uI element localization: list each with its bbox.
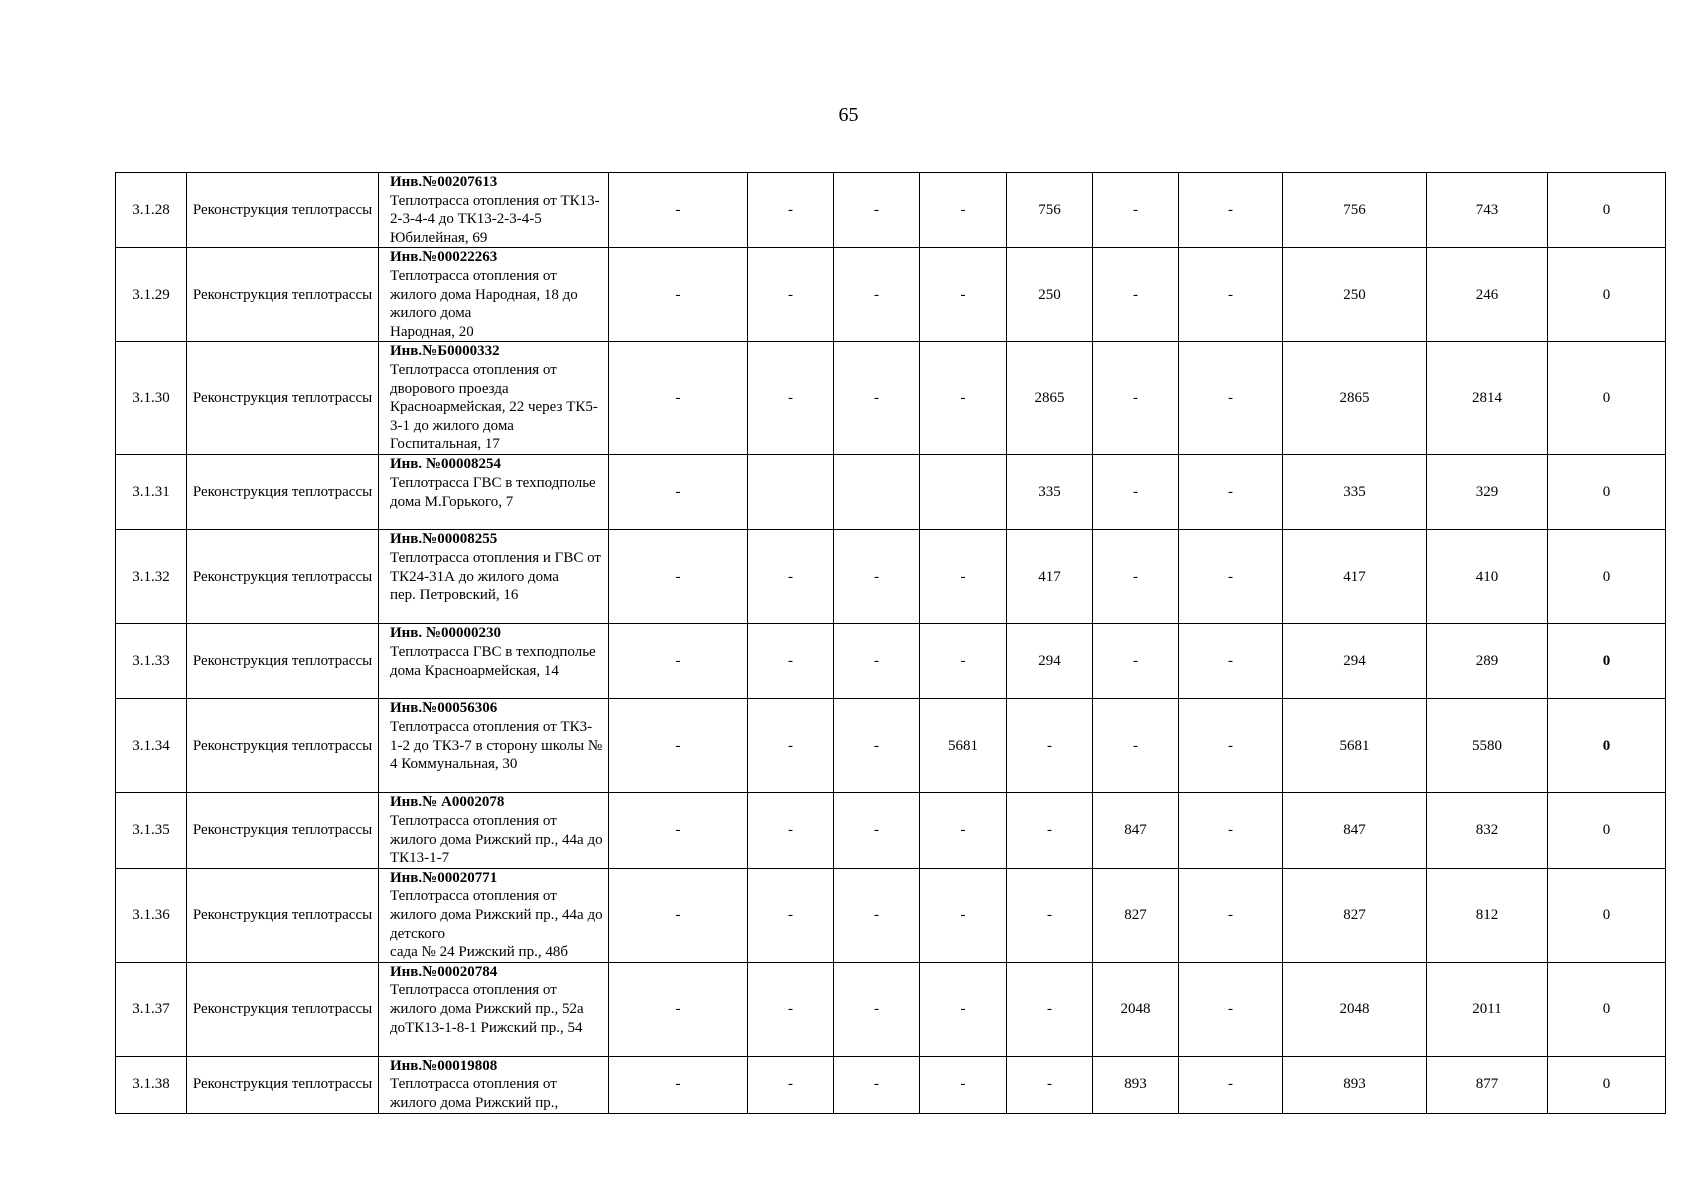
value-cell-5: 417 [1007,530,1093,624]
object-description-cell [379,173,609,248]
value-cell-9: 812 [1427,868,1548,962]
value-cell-3: - [834,699,920,793]
work-type-cell: Реконструкция теплотрассы [187,624,379,699]
inventory-number: Инв.№00022263 [390,249,498,266]
object-description-cell [379,699,609,793]
row-number-cell: 3.1.38 [116,1056,187,1113]
value-cell-10: 0 [1548,1056,1666,1113]
value-cell-6: - [1093,248,1179,342]
value-cell-10: 0 [1548,624,1666,699]
table-row [116,1056,1666,1113]
value-cell-2: - [748,793,834,868]
value-cell-8: 847 [1283,793,1427,868]
value-cell-7: - [1179,624,1283,699]
value-cell-3: - [834,868,920,962]
value-cell-7: - [1179,530,1283,624]
value-cell-2: - [748,868,834,962]
value-cell-9: 832 [1427,793,1548,868]
object-description-cell [379,455,609,530]
table-row [116,455,1666,530]
work-type-cell: Реконструкция теплотрассы [187,530,379,624]
row-number-cell: 3.1.33 [116,624,187,699]
table-row [116,793,1666,868]
value-cell-8: 5681 [1283,699,1427,793]
value-cell-9: 329 [1427,455,1548,530]
object-description: Теплотрасса отопления от ТК3-1-2 до ТК3-7 в сторону школы № 4 Коммунальная, 30 [390,718,603,773]
value-cell-4: - [920,962,1007,1056]
value-cell-1: - [609,342,748,455]
value-cell-1: - [609,1056,748,1113]
value-cell-2: - [748,1056,834,1113]
object-description: Теплотрасса отопления от жилого дома Народная, 18 до жилого дома Народная, 20 [390,267,578,340]
value-cell-4: 5681 [920,699,1007,793]
table-row [116,624,1666,699]
value-cell-10: 0 [1548,793,1666,868]
value-cell-2: - [748,530,834,624]
object-description-cell [379,342,609,455]
row-number-cell: 3.1.37 [116,962,187,1056]
value-cell-7: - [1179,342,1283,455]
object-description: Теплотрасса отопления от жилого дома Рижский пр., [390,1076,559,1111]
value-cell-9: 410 [1427,530,1548,624]
value-cell-4: - [920,173,1007,248]
row-number-cell: 3.1.30 [116,342,187,455]
value-cell-7: - [1179,793,1283,868]
value-cell-6: - [1093,530,1179,624]
value-cell-8: 893 [1283,1056,1427,1113]
work-type-cell: Реконструкция теплотрассы [187,962,379,1056]
value-cell-6: - [1093,455,1179,530]
work-type-cell: Реконструкция теплотрассы [187,793,379,868]
inventory-number: Инв.№00008255 [390,531,498,548]
work-type-cell: Реконструкция теплотрассы [187,342,379,455]
value-cell-3 [834,455,920,530]
value-cell-2: - [748,342,834,455]
value-cell-6: 893 [1093,1056,1179,1113]
value-cell-1: - [609,173,748,248]
work-type-cell: Реконструкция теплотрассы [187,248,379,342]
value-cell-9: 2814 [1427,342,1548,455]
inventory-number: Инв.№00019808 [390,1057,498,1074]
inventory-number: Инв. №00000230 [390,625,501,642]
inventory-number: Инв.№Б0000332 [390,343,500,360]
value-cell-10: 0 [1548,868,1666,962]
value-cell-4: - [920,342,1007,455]
table-row [116,342,1666,455]
value-cell-10: 0 [1548,248,1666,342]
work-type-cell: Реконструкция теплотрассы [187,173,379,248]
value-cell-8: 417 [1283,530,1427,624]
value-cell-2: - [748,173,834,248]
value-cell-10: 0 [1548,173,1666,248]
row-number-cell: 3.1.35 [116,793,187,868]
value-cell-10: 0 [1548,962,1666,1056]
object-description: Теплотрасса отопления от жилого дома Рижский пр., 44а до детского сада № 24 Рижский пр., 48б [390,888,603,961]
page-number: 65 [838,104,859,126]
value-cell-8: 756 [1283,173,1427,248]
value-cell-1: - [609,868,748,962]
value-cell-5: 335 [1007,455,1093,530]
value-cell-3: - [834,1056,920,1113]
value-cell-6: - [1093,624,1179,699]
value-cell-10: 0 [1548,699,1666,793]
value-cell-3: - [834,624,920,699]
value-cell-3: - [834,342,920,455]
value-cell-4: - [920,624,1007,699]
table-body [116,173,1666,1114]
value-cell-8: 2048 [1283,962,1427,1056]
value-cell-9: 2011 [1427,962,1548,1056]
work-type-cell: Реконструкция теплотрассы [187,455,379,530]
value-cell-8: 294 [1283,624,1427,699]
table-row [116,868,1666,962]
object-description: Теплотрасса отопления от дворового проезда Красноармейская, 22 через ТК5-3-1 до жилого дома Госпитальная, 17 [390,361,598,453]
value-cell-7: - [1179,173,1283,248]
row-number-cell: 3.1.31 [116,455,187,530]
row-number-cell: 3.1.34 [116,699,187,793]
value-cell-5: 294 [1007,624,1093,699]
object-description-cell [379,530,609,624]
value-cell-9: 289 [1427,624,1548,699]
value-cell-9: 877 [1427,1056,1548,1113]
value-cell-1: - [609,962,748,1056]
value-cell-7: - [1179,868,1283,962]
object-description-cell [379,793,609,868]
object-description-cell [379,1056,609,1113]
value-cell-6: - [1093,342,1179,455]
object-description-cell [379,868,609,962]
value-cell-8: 2865 [1283,342,1427,455]
value-cell-8: 250 [1283,248,1427,342]
table-row [116,530,1666,624]
value-cell-5: - [1007,962,1093,1056]
object-description-cell [379,624,609,699]
value-cell-8: 335 [1283,455,1427,530]
object-description-cell [379,248,609,342]
value-cell-4: - [920,793,1007,868]
inventory-number: Инв.№00020771 [390,869,498,886]
value-cell-7: - [1179,248,1283,342]
object-description-cell [379,962,609,1056]
value-cell-1: - [609,455,748,530]
row-number-cell: 3.1.29 [116,248,187,342]
value-cell-6: - [1093,173,1179,248]
value-cell-7: - [1179,1056,1283,1113]
table-row [116,173,1666,248]
value-cell-1: - [609,624,748,699]
value-cell-9: 5580 [1427,699,1548,793]
value-cell-2: - [748,699,834,793]
value-cell-4: - [920,868,1007,962]
value-cell-2: - [748,624,834,699]
value-cell-9: 246 [1427,248,1548,342]
value-cell-1: - [609,248,748,342]
value-cell-7: - [1179,962,1283,1056]
value-cell-1: - [609,530,748,624]
value-cell-10: 0 [1548,530,1666,624]
value-cell-2 [748,455,834,530]
value-cell-2: - [748,248,834,342]
inventory-number: Инв.№ А0002078 [390,794,505,811]
value-cell-5: - [1007,868,1093,962]
row-number-cell: 3.1.32 [116,530,187,624]
value-cell-6: 827 [1093,868,1179,962]
object-description: Теплотрасса отопления от жилого дома Рижский пр., 52а доТК13-1-8-1 Рижский пр., 54 [390,982,584,1036]
value-cell-7: - [1179,699,1283,793]
value-cell-5: 2865 [1007,342,1093,455]
value-cell-1: - [609,793,748,868]
value-cell-2: - [748,962,834,1056]
value-cell-3: - [834,248,920,342]
value-cell-9: 743 [1427,173,1548,248]
value-cell-7: - [1179,455,1283,530]
value-cell-10: 0 [1548,455,1666,530]
value-cell-1: - [609,699,748,793]
value-cell-6: 847 [1093,793,1179,868]
value-cell-6: - [1093,699,1179,793]
object-description: Теплотрасса отопления от жилого дома Рижский пр., 44а до ТК13-1-7 [390,812,603,867]
value-cell-3: - [834,962,920,1056]
work-type-cell: Реконструкция теплотрассы [187,699,379,793]
investment-table [115,172,1666,1114]
inventory-number: Инв. №00008254 [390,456,501,473]
value-cell-4 [920,455,1007,530]
value-cell-5: 756 [1007,173,1093,248]
value-cell-4: - [920,1056,1007,1113]
object-description: Теплотрасса отопления от ТК13-2-3-4-4 до ТК13-2-3-4-5 Юбилейная, 69 [390,192,600,246]
value-cell-5: 250 [1007,248,1093,342]
object-description: Теплотрасса ГВС в техподполье дома М.Горького, 7 [390,474,596,510]
inventory-number: Инв.№00207613 [390,174,498,190]
work-type-cell: Реконструкция теплотрассы [187,868,379,962]
object-description: Теплотрасса ГВС в техподполье дома Красноармейская, 14 [390,643,596,679]
value-cell-8: 827 [1283,868,1427,962]
value-cell-5: - [1007,1056,1093,1113]
table-row [116,962,1666,1056]
value-cell-5: - [1007,793,1093,868]
object-description: Теплотрасса отопления и ГВС от ТК24-31А до жилого дома пер. Петровский, 16 [390,549,601,604]
value-cell-3: - [834,793,920,868]
inventory-number: Инв.№00056306 [390,700,498,717]
value-cell-4: - [920,248,1007,342]
inventory-number: Инв.№00020784 [390,963,498,980]
work-type-cell: Реконструкция теплотрассы [187,1056,379,1113]
value-cell-3: - [834,530,920,624]
value-cell-3: - [834,173,920,248]
value-cell-6: 2048 [1093,962,1179,1056]
row-number-cell: 3.1.36 [116,868,187,962]
table-row [116,699,1666,793]
value-cell-10: 0 [1548,342,1666,455]
table-row [116,248,1666,342]
value-cell-4: - [920,530,1007,624]
row-number-cell: 3.1.28 [116,173,187,248]
value-cell-5: - [1007,699,1093,793]
